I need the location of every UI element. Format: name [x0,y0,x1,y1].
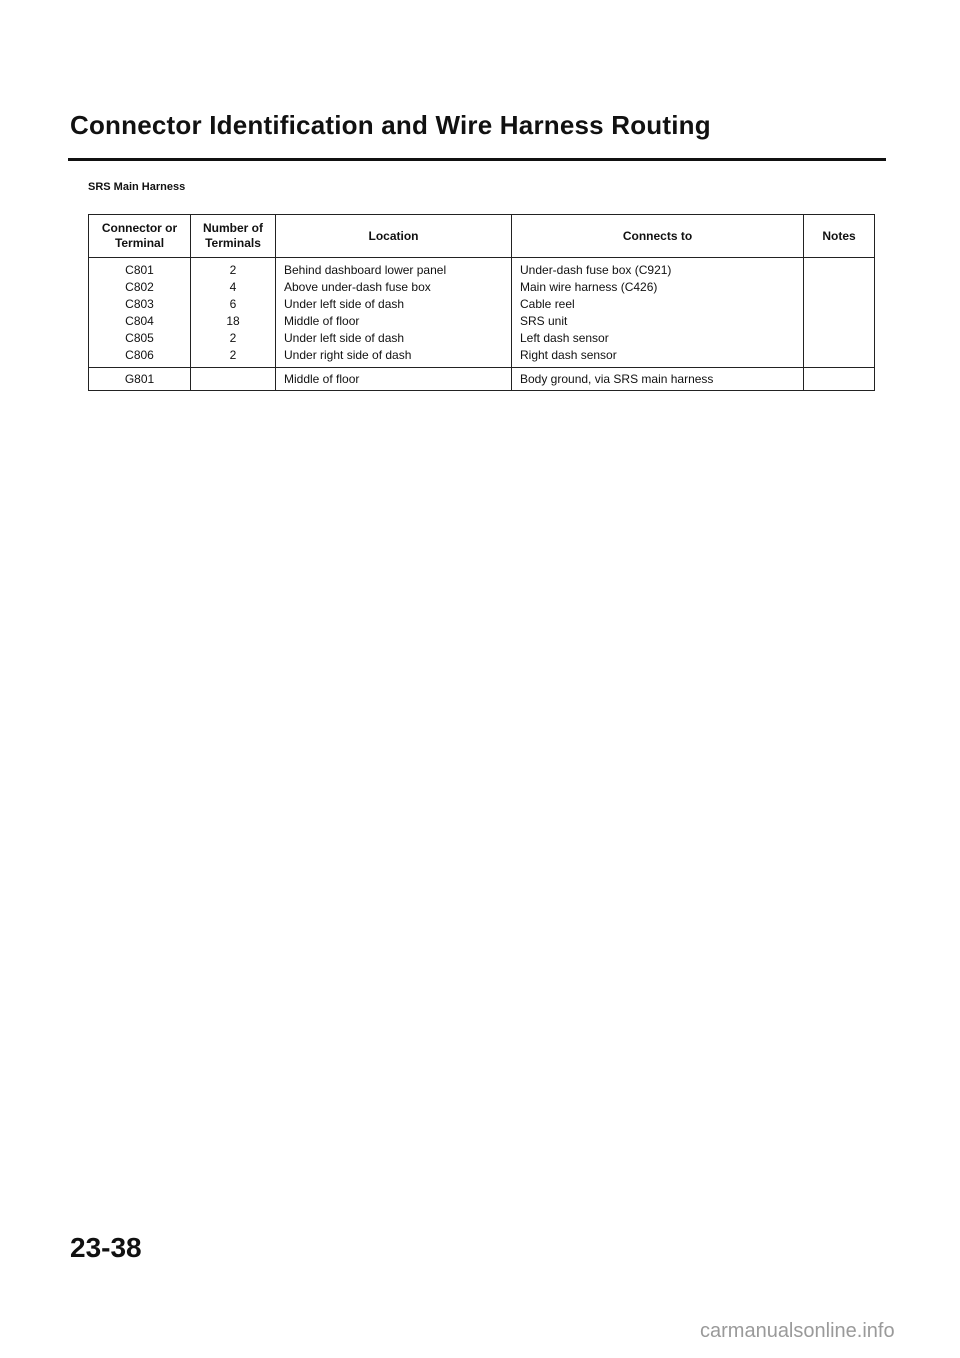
terminals-column [191,258,276,368]
connects-to-text: Under-dash fuse box (C921) [520,263,672,277]
notes-cell [804,368,875,391]
terminal-count [191,371,275,388]
terminal-count: 6 [229,297,237,311]
header-terminals [191,215,276,258]
ground-connects-to [512,368,804,391]
header-notes: Notes [804,215,875,258]
header-connector [89,215,191,258]
terminal-count: 2 [229,348,237,362]
title-rule [68,158,886,161]
location-text: Under right side of dash [284,348,412,362]
header-connects-to: Connects to [512,215,804,258]
connects-to-text: SRS unit [520,314,568,328]
connects-to-text: Body ground, via SRS main harness [520,372,714,386]
connector-id: C806 [125,348,154,362]
terminal-count: 2 [229,263,237,277]
table-row-connector-group [89,258,875,368]
connects-to-text: Left dash sensor [520,331,609,345]
location-text: Behind dashboard lower panel [284,263,447,277]
header-connector-line1: Connector or [101,221,178,235]
location-column [276,258,512,368]
connector-id: C802 [125,280,154,294]
table-header-row [89,215,875,258]
location-text: Under left side of dash [284,297,405,311]
ground-terminals [191,368,276,391]
header-location: Location [276,215,512,258]
connector-id: C805 [125,331,154,345]
harness-table [88,214,875,391]
connects-to-column [512,258,804,368]
location-text: Middle of floor [284,372,360,386]
connector-id: G801 [124,372,155,386]
ground-location [276,368,512,391]
location-text: Above under-dash fuse box [284,280,431,294]
location-text: Under left side of dash [284,331,405,345]
connects-to-text: Right dash sensor [520,348,617,362]
terminal-count: 4 [229,280,237,294]
table-row-ground [89,368,875,391]
connector-column [89,258,191,368]
connects-to-text: Cable reel [520,297,575,311]
ground-connector [89,368,191,391]
page-number: 23-38 [70,1232,142,1263]
header-connector-line2: Terminal [114,236,165,250]
terminal-count: 2 [229,331,237,345]
terminal-count: 18 [226,314,240,328]
header-terminals-line1: Number of [203,221,263,235]
page-title: Connector Identification and Wire Harness Routing [70,110,711,140]
header-terminals-line2: Terminals [205,236,261,250]
connector-id: C804 [125,314,154,328]
connector-id: C801 [125,263,154,277]
location-text: Middle of floor [284,314,360,328]
section-heading: SRS Main Harness [88,181,186,193]
connector-id: C803 [125,297,154,311]
connects-to-text: Main wire harness (C426) [520,280,658,294]
watermark: carmanualsonline.info [700,1320,895,1342]
notes-cell [804,258,875,368]
